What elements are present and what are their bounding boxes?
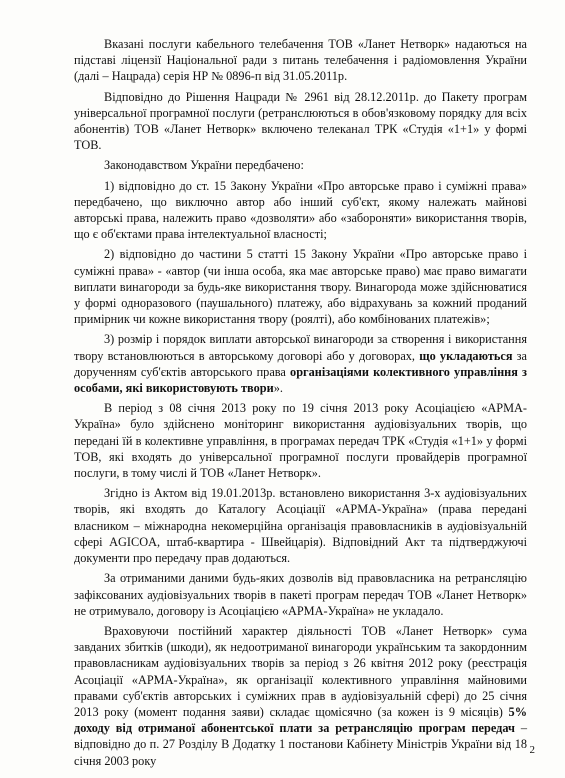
text-run: За отриманими даними будь-яких дозволів від правовласника на ретрансляцію зафіксованих аудіовізуальних творів в пакеті програм передач ТОВ «Ланет Нетворк» не отримувало, договору із Асоціацією «АРМА-Україна» не укладало. <box>74 571 527 618</box>
paragraph <box>74 400 527 481</box>
bold-text: що укладаються <box>419 348 513 363</box>
paragraph <box>74 623 527 769</box>
paragraph <box>74 331 527 396</box>
page-number: 2 <box>529 744 535 756</box>
text-run: Вказані послуги кабельного телебачення ТОВ «Ланет Нетворк» надаються на підставі ліцензії Національної ради з питань телебачення і радіомовлення України (далі – Нацрада) серія НР № 0896-п від 31.05.2011р. <box>74 37 527 84</box>
text-run: за дорученням суб'єктів авторського права <box>74 348 527 379</box>
text-run: – відповідно до п. 27 Розділу В Додатку 1 постанови Кабінету Міністрів України від 18 січня 2003 року <box>74 721 527 768</box>
text-run: Згідно із Актом від 19.01.2013р. встановлено використання 3-х аудіовізуальних творів, які входять до Каталогу Асоціації «АРМА-Україна» (права передані власником – міжнародна некомерційна організація правовласників в аудіовізуальній сфері AGICOA, штаб-квартира - Швейцарія). Відповідний Акт та підтверджуючі документи про передачу прав додаються. <box>74 486 527 566</box>
paragraph <box>74 485 527 566</box>
bold-text: організаціями колективного управління з особами, які використовують твори <box>74 364 527 396</box>
paragraph <box>74 36 527 85</box>
paragraph <box>74 178 527 243</box>
paragraph <box>74 246 527 327</box>
paragraph <box>74 570 527 619</box>
text-run: Законодавством України передбачено: <box>104 158 304 173</box>
text-run: ». <box>273 381 283 396</box>
text-run: 2) відповідно до частини 5 статті 15 Закону України «Про авторське право і суміжні права» - «автор (чи інша особа, яка має авторське право) має право вимагати виплати винагороди за будь-яке використання твору. Винагорода може здійснюватися у формі одноразового (паушального) платежу, або відрахувань за кожний проданий примірник чи кожне використання твору (роялті), або комбінованих платежів»; <box>74 247 527 327</box>
text-run: 1) відповідно до ст. 15 Закону України «Про авторське право і суміжні права» передбачено, що виключно автор або інший суб'єкт, якому належать майнові авторські права, належить право «дозволяти» або «забороняти» використання творів, що є об'єктами права інтелектуальної власності; <box>74 178 527 242</box>
paragraph <box>74 89 527 154</box>
text-run: Враховуючи постійний характер діяльності ТОВ «Ланет Нетворк» сума завданих збитків (шкоди), як недоотриманої винагороди українським та закордонним правовласникам аудіовізуальних творів за період з 26 квітня 2012 року (реєстрація Асоціації «АРМА-Україна», як організації колективного управління майновими правами суб'єктів авторських і суміжних прав в аудіовізуальній сфері) до 25 січня 2013 року (момент подання заяви) складає щомісячно (за кожен із 9 місяців) <box>74 623 527 719</box>
text-run: 3) розмір і порядок виплати авторської винагороди за створення і використання твору встановлюються в авторському договорі або у договорах, <box>74 332 527 363</box>
document-body <box>74 36 527 769</box>
bold-text: 5% доходу від отриманої абонентської плати за ретрансляцію програм передач <box>74 704 527 736</box>
text-run: В період з 08 січня 2013 року по 19 січня 2013 року Асоціацією «АРМА-Україна» було здійснено моніторинг використання аудіовізуальних творів, що передані їй в колективне управління, в програмах передач ТРК «Студія «1+1» у формі ТОВ, які входять до універсальної програмної послуги провайдерів програмної послуги, в тому числі й ТОВ «Ланет Нетворк». <box>74 401 527 481</box>
text-run: Відповідно до Рішення Нацради № 2961 від 28.12.2011р. до Пакету програм універсальної програмної послуги (ретранслюються в обов'язковому порядку для всіх абонентів) ТОВ «Ланет Нетворк» включено телеканал ТРК «Студія «1+1» у формі ТОВ. <box>74 89 527 153</box>
paragraph <box>74 157 527 173</box>
